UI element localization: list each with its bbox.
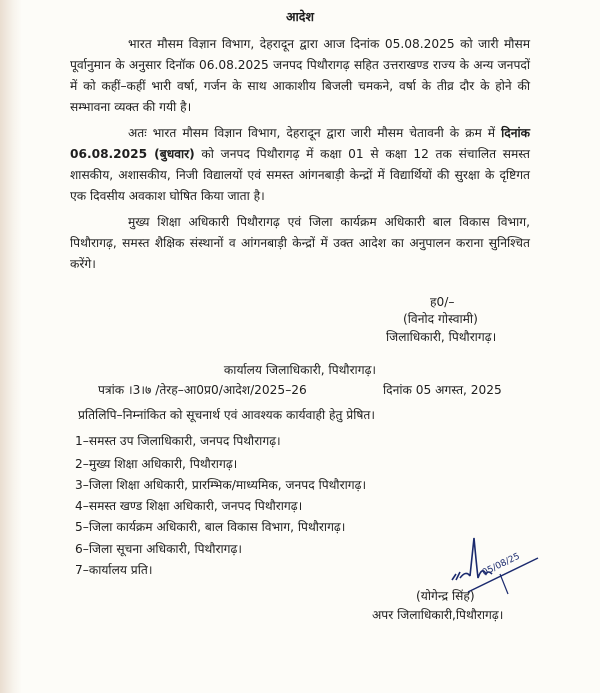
page-edge-shadow	[0, 0, 22, 693]
list-item: 2–मुख्य शिक्षा अधिकारी, पिथौरागढ़।	[75, 457, 238, 471]
signatory-designation: जिलाधिकारी, पिथौरागढ़।	[386, 330, 497, 344]
letter-date: दिनांक 05 अगस्त, 2025	[383, 383, 502, 397]
list-item: 1–समस्त उप जिलाधिकारी, जनपद पिथौरागढ़।	[75, 434, 281, 448]
list-item: 4–समस्त खण्ड शिक्षा अधिकारी, जनपद पिथौरागढ़।	[75, 499, 303, 513]
document-title: आदेश	[286, 9, 314, 24]
signatory-name: (विनोद गोस्वामी)	[403, 312, 478, 326]
signed-mark: ह0/–	[430, 295, 455, 309]
signatory-name: (योगेन्द्र सिंह)	[416, 589, 475, 603]
office-header: कार्यालय जिलाधिकारी, पिथौरागढ़।	[223, 363, 377, 377]
paragraph-text: को जनपद पिथौरागढ़ में कक्षा 01 से कक्षा 12 तक संचालित समस्त शासकीय, अशासकीय, निजी विद्यालयों एवं समस्त आंगनबाड़ी केन्द्रों में विद्यार्थियों की सुरक्षा के दृष्टिगत एक दिवसीय अवकाश घोषित किया जाता है।	[70, 147, 530, 203]
paragraph-text: मुख्य शिक्षा अधिकारी पिथौरागढ़ एवं जिला कार्यक्रम अधिकारी बाल विकास विभाग, पिथौरागढ़, समस्त शैक्षिक संस्थानों व आंगनबाड़ी केन्द्रों में उक्त आदेश का अनुपालन कराना सुनिश्चित करेंगे।	[70, 215, 530, 271]
holiday-date: दिनांक 06.08.2025 (बुधवार)	[70, 126, 530, 161]
signatory-designation: अपर जिलाधिकारी,पिथौरागढ़।	[372, 608, 504, 622]
list-item: 5–जिला कार्यक्रम अधिकारी, बाल विकास विभाग, पिथौरागढ़।	[75, 520, 346, 534]
handwritten-date: 05/08/25	[480, 551, 522, 579]
list-item: 7–कार्यालय प्रति।	[75, 563, 153, 577]
list-item: 3–जिला शिक्षा अधिकारी, प्रारम्भिक/माध्यमिक, जनपद पिथौरागढ़।	[75, 478, 367, 492]
list-item: 6–जिला सूचना अधिकारी, पिथौरागढ़।	[75, 542, 242, 556]
paragraph-weather-forecast	[70, 34, 530, 118]
paragraph-compliance	[70, 212, 530, 275]
paragraph-holiday-order	[70, 123, 530, 207]
letter-number: पत्रांक ।3।७ /तेरह–आ0प्र0/आदेश/2025–26	[98, 383, 307, 397]
copy-intro: प्रतिलिपि–निम्नांकित को सूचनार्थ एवं आवश्यक कार्यवाही हेतु प्रेषित।	[78, 408, 375, 422]
paragraph-text: अतः भारत मौसम विज्ञान विभाग, देहरादून द्वारा जारी मौसम चेतावनी के क्रम में	[128, 126, 502, 140]
paragraph-text: भारत मौसम विज्ञान विभाग, देहरादून द्वारा आज दिनांक 05.08.2025 को जारी मौसम पूर्वानुमान के अनुसार दिनॉक 06.08.2025 जनपद पिथौरागढ़ सहित उत्तराखण्ड राज्य के अन्य जनपदों में को कहीं–कहीं भारी वर्षा, गर्जन के साथ आकाशीय बिजली चमकने, वर्षा के तीव्र दौर के होने की सम्भावना व्यक्त की गयी है।	[70, 37, 530, 114]
